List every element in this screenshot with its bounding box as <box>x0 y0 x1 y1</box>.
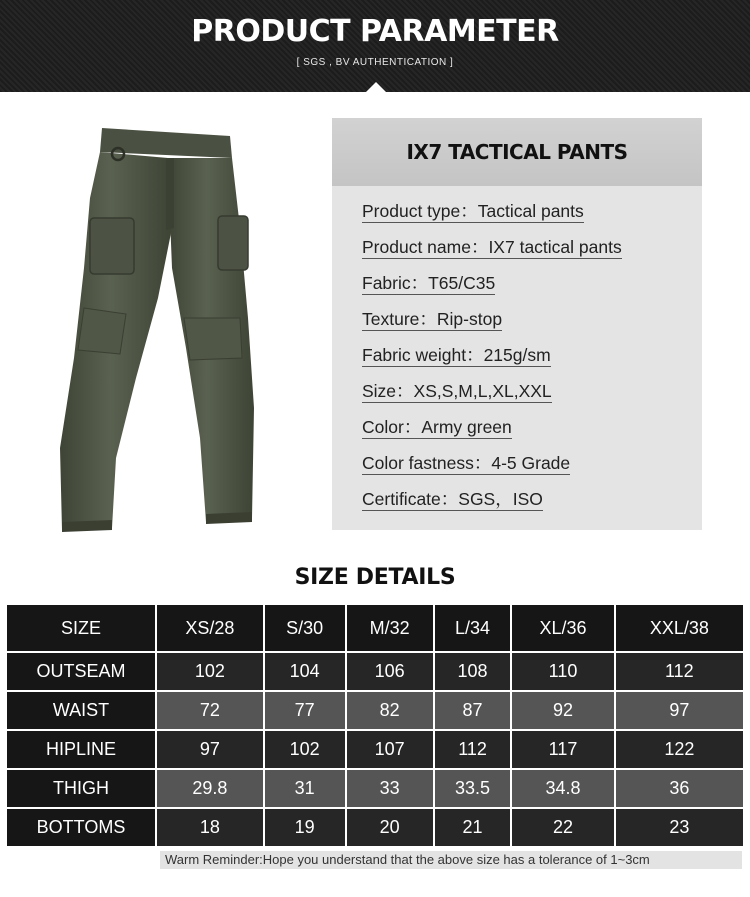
table-cell: 23 <box>616 809 743 846</box>
pants-image <box>40 118 280 538</box>
table-cell: 97 <box>616 692 743 729</box>
spec-header <box>332 118 702 186</box>
spec-fabric-weight: Fabric weight：215g/sm <box>362 345 551 365</box>
banner-notch <box>366 82 386 92</box>
table-cell: 108 <box>435 653 511 690</box>
table-cell: 20 <box>347 809 433 846</box>
table-cell: 22 <box>512 809 613 846</box>
row-label: OUTSEAM <box>7 653 155 690</box>
size-table <box>5 603 745 848</box>
table-cell: 33.5 <box>435 770 511 807</box>
table-cell: 21 <box>435 809 511 846</box>
spec-product-name: Product name：IX7 tactical pants <box>362 237 622 257</box>
row-label: THIGH <box>7 770 155 807</box>
table-cell: 102 <box>265 731 345 768</box>
table-cell: 122 <box>616 731 743 768</box>
table-cell: 104 <box>265 653 345 690</box>
table-row <box>7 653 743 690</box>
spec-size: Size：XS,S,M,L,XL,XXL <box>362 381 552 401</box>
spec-list <box>362 198 622 522</box>
header-cell: XXL/38 <box>616 605 743 651</box>
spec-color-fastness: Color fastness：4-5 Grade <box>362 453 571 473</box>
row-label: HIPLINE <box>7 731 155 768</box>
size-details-title: SIZE DETAILS <box>294 565 456 590</box>
table-cell: 77 <box>265 692 345 729</box>
table-row <box>7 731 743 768</box>
table-cell: 31 <box>265 770 345 807</box>
spec-texture: Texture：Rip-stop <box>362 309 503 329</box>
banner-title: PRODUCT PARAMETER <box>191 14 559 49</box>
table-cell: 106 <box>347 653 433 690</box>
table-cell: 36 <box>616 770 743 807</box>
spec-panel <box>332 118 702 530</box>
header-cell: S/30 <box>265 605 345 651</box>
table-cell: 87 <box>435 692 511 729</box>
table-header-row <box>7 605 743 651</box>
header-cell: SIZE <box>7 605 155 651</box>
table-cell: 19 <box>265 809 345 846</box>
table-cell: 97 <box>157 731 263 768</box>
spec-fabric: Fabric：T65/C35 <box>362 273 496 293</box>
table-cell: 72 <box>157 692 263 729</box>
row-label: BOTTOMS <box>7 809 155 846</box>
banner-subtitle: [ SGS , BV AUTHENTICATION ] <box>296 57 454 68</box>
header-cell: L/34 <box>435 605 511 651</box>
table-cell: 102 <box>157 653 263 690</box>
table-cell: 112 <box>616 653 743 690</box>
spec-certificate: Certificate：SGS，ISO <box>362 489 543 509</box>
warm-reminder: Warm Reminder:Hope you understand that the above size has a tolerance of 1~3cm <box>160 851 742 869</box>
table-row <box>7 809 743 846</box>
header-cell: M/32 <box>347 605 433 651</box>
table-row <box>7 692 743 729</box>
spec-color: Color：Army green <box>362 417 512 437</box>
table-cell: 29.8 <box>157 770 263 807</box>
table-cell: 34.8 <box>512 770 613 807</box>
table-cell: 82 <box>347 692 433 729</box>
table-cell: 110 <box>512 653 613 690</box>
row-label: WAIST <box>7 692 155 729</box>
spec-product-type: Product type：Tactical pants <box>362 201 584 221</box>
table-cell: 92 <box>512 692 613 729</box>
table-cell: 112 <box>435 731 511 768</box>
header-cell: XL/36 <box>512 605 613 651</box>
table-cell: 107 <box>347 731 433 768</box>
product-title: IX7 TACTICAL PANTS <box>406 140 628 164</box>
header-cell: XS/28 <box>157 605 263 651</box>
table-cell: 33 <box>347 770 433 807</box>
table-cell: 18 <box>157 809 263 846</box>
header-banner <box>0 0 750 92</box>
table-row <box>7 770 743 807</box>
table-cell: 117 <box>512 731 613 768</box>
